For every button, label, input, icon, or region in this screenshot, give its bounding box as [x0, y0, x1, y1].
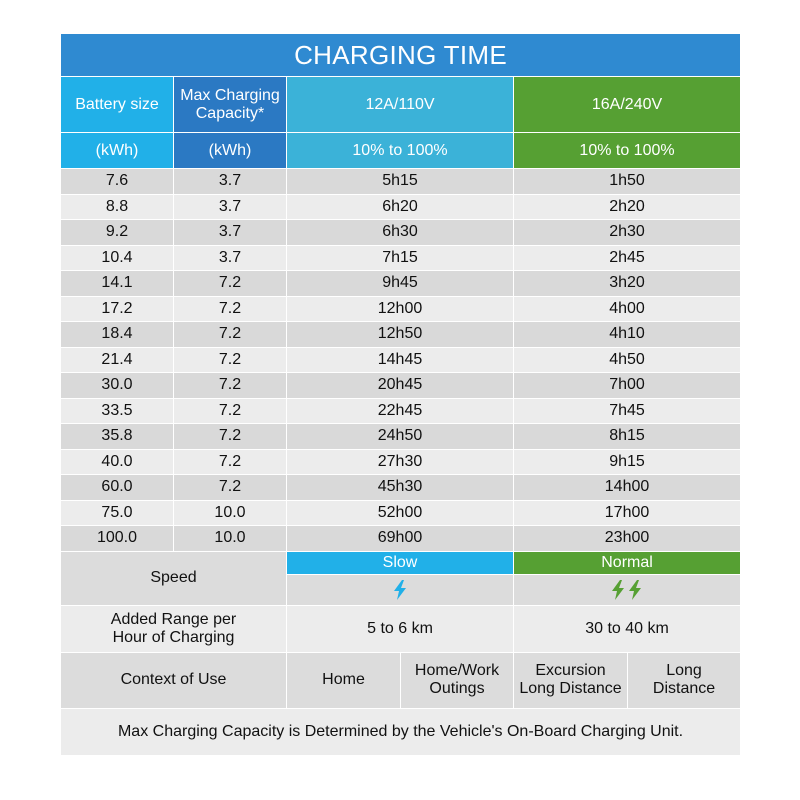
table-row: [61, 500, 741, 526]
cell-time-110v: 22h45: [287, 398, 514, 424]
header-max-capacity: Max Charging Capacity*: [174, 77, 287, 133]
cell-battery-size: 30.0: [61, 373, 174, 399]
header-240v: 16A/240V: [514, 77, 741, 133]
cell-time-110v: 24h50: [287, 424, 514, 450]
cell-max-capacity: 7.2: [174, 475, 287, 501]
context-long-distance: [628, 652, 741, 708]
normal-icon-cell: [514, 574, 741, 605]
cell-time-110v: 6h30: [287, 220, 514, 246]
table-row: [61, 449, 741, 475]
range-110v: 10% to 100%: [287, 133, 514, 169]
cell-time-110v: 12h50: [287, 322, 514, 348]
cell-time-240v: 2h45: [514, 245, 741, 271]
cell-max-capacity: 10.0: [174, 526, 287, 552]
double-lightning-bolt-icon: [611, 580, 643, 600]
cell-battery-size: 7.6: [61, 169, 174, 195]
footnote: Max Charging Capacity is Determined by the Vehicle's On-Board Charging Unit.: [61, 708, 741, 755]
speed-slow: Slow: [287, 551, 514, 574]
context-excursion: [514, 652, 628, 708]
cell-battery-size: 21.4: [61, 347, 174, 373]
table-row: [61, 475, 741, 501]
cell-max-capacity: 3.7: [174, 169, 287, 195]
table-row: [61, 296, 741, 322]
cell-max-capacity: 3.7: [174, 194, 287, 220]
header-110v: 12A/110V: [287, 77, 514, 133]
lightning-bolt-icon: [393, 580, 407, 600]
cell-time-240v: 4h00: [514, 296, 741, 322]
cell-max-capacity: 7.2: [174, 424, 287, 450]
cell-battery-size: 40.0: [61, 449, 174, 475]
added-range-label-line1: Added Range per: [110, 610, 237, 628]
cell-battery-size: 35.8: [61, 424, 174, 450]
cell-battery-size: 8.8: [61, 194, 174, 220]
cell-battery-size: 60.0: [61, 475, 174, 501]
cell-battery-size: 75.0: [61, 500, 174, 526]
cell-max-capacity: 7.2: [174, 347, 287, 373]
context-long-line1: Long: [666, 662, 702, 679]
cell-battery-size: 33.5: [61, 398, 174, 424]
cell-time-240v: 7h00: [514, 373, 741, 399]
cell-time-240v: 17h00: [514, 500, 741, 526]
table-row: [61, 169, 741, 195]
cell-battery-size: 17.2: [61, 296, 174, 322]
cell-time-110v: 6h20: [287, 194, 514, 220]
cell-battery-size: 18.4: [61, 322, 174, 348]
unit-capacity: (kWh): [174, 133, 287, 169]
table-row: [61, 271, 741, 297]
cell-battery-size: 9.2: [61, 220, 174, 246]
context-long-line2: Distance: [652, 680, 716, 697]
cell-max-capacity: 7.2: [174, 398, 287, 424]
cell-time-110v: 27h30: [287, 449, 514, 475]
table-row: [61, 322, 741, 348]
context-home: Home: [287, 652, 401, 708]
table-title: CHARGING TIME: [61, 34, 741, 77]
table-row: [61, 220, 741, 246]
range-240v: 10% to 100%: [514, 133, 741, 169]
context-excursion-line2: Long Distance: [519, 680, 622, 697]
cell-time-240v: 8h15: [514, 424, 741, 450]
cell-time-240v: 23h00: [514, 526, 741, 552]
context-home-work-line1: Home/Work: [414, 662, 500, 679]
table-row: [61, 347, 741, 373]
cell-battery-size: 10.4: [61, 245, 174, 271]
cell-time-110v: 20h45: [287, 373, 514, 399]
cell-time-110v: 14h45: [287, 347, 514, 373]
cell-time-240v: 3h20: [514, 271, 741, 297]
context-label: Context of Use: [61, 652, 287, 708]
table-row: [61, 526, 741, 552]
cell-time-110v: 7h15: [287, 245, 514, 271]
header-battery-size: Battery size: [61, 77, 174, 133]
cell-time-240v: 2h20: [514, 194, 741, 220]
charging-time-table: [60, 33, 741, 756]
table-row: [61, 398, 741, 424]
unit-battery: (kWh): [61, 133, 174, 169]
table-row: [61, 194, 741, 220]
slow-icon-cell: [287, 574, 514, 605]
added-range-label: [61, 605, 287, 652]
cell-time-240v: 14h00: [514, 475, 741, 501]
table-row: [61, 245, 741, 271]
cell-max-capacity: 7.2: [174, 296, 287, 322]
charging-time-table-container: [60, 33, 740, 756]
cell-max-capacity: 7.2: [174, 373, 287, 399]
context-home-work: [401, 652, 514, 708]
context-excursion-line1: Excursion: [535, 662, 606, 679]
context-home-work-line2: Outings: [429, 680, 485, 697]
added-range-normal: 30 to 40 km: [514, 605, 741, 652]
table-row: [61, 373, 741, 399]
added-range-slow: 5 to 6 km: [287, 605, 514, 652]
cell-time-110v: 45h30: [287, 475, 514, 501]
table-row: [61, 424, 741, 450]
speed-label: Speed: [61, 551, 287, 605]
cell-time-240v: 4h10: [514, 322, 741, 348]
cell-max-capacity: 7.2: [174, 449, 287, 475]
added-range-label-line2: Hour of Charging: [112, 628, 235, 646]
cell-time-240v: 9h15: [514, 449, 741, 475]
cell-time-110v: 69h00: [287, 526, 514, 552]
cell-max-capacity: 7.2: [174, 322, 287, 348]
cell-max-capacity: 7.2: [174, 271, 287, 297]
cell-max-capacity: 3.7: [174, 245, 287, 271]
cell-time-240v: 1h50: [514, 169, 741, 195]
cell-battery-size: 14.1: [61, 271, 174, 297]
cell-time-240v: 2h30: [514, 220, 741, 246]
cell-max-capacity: 10.0: [174, 500, 287, 526]
cell-max-capacity: 3.7: [174, 220, 287, 246]
cell-time-240v: 7h45: [514, 398, 741, 424]
cell-time-110v: 52h00: [287, 500, 514, 526]
speed-normal: Normal: [514, 551, 741, 574]
cell-time-240v: 4h50: [514, 347, 741, 373]
cell-time-110v: 5h15: [287, 169, 514, 195]
cell-battery-size: 100.0: [61, 526, 174, 552]
cell-time-110v: 12h00: [287, 296, 514, 322]
cell-time-110v: 9h45: [287, 271, 514, 297]
